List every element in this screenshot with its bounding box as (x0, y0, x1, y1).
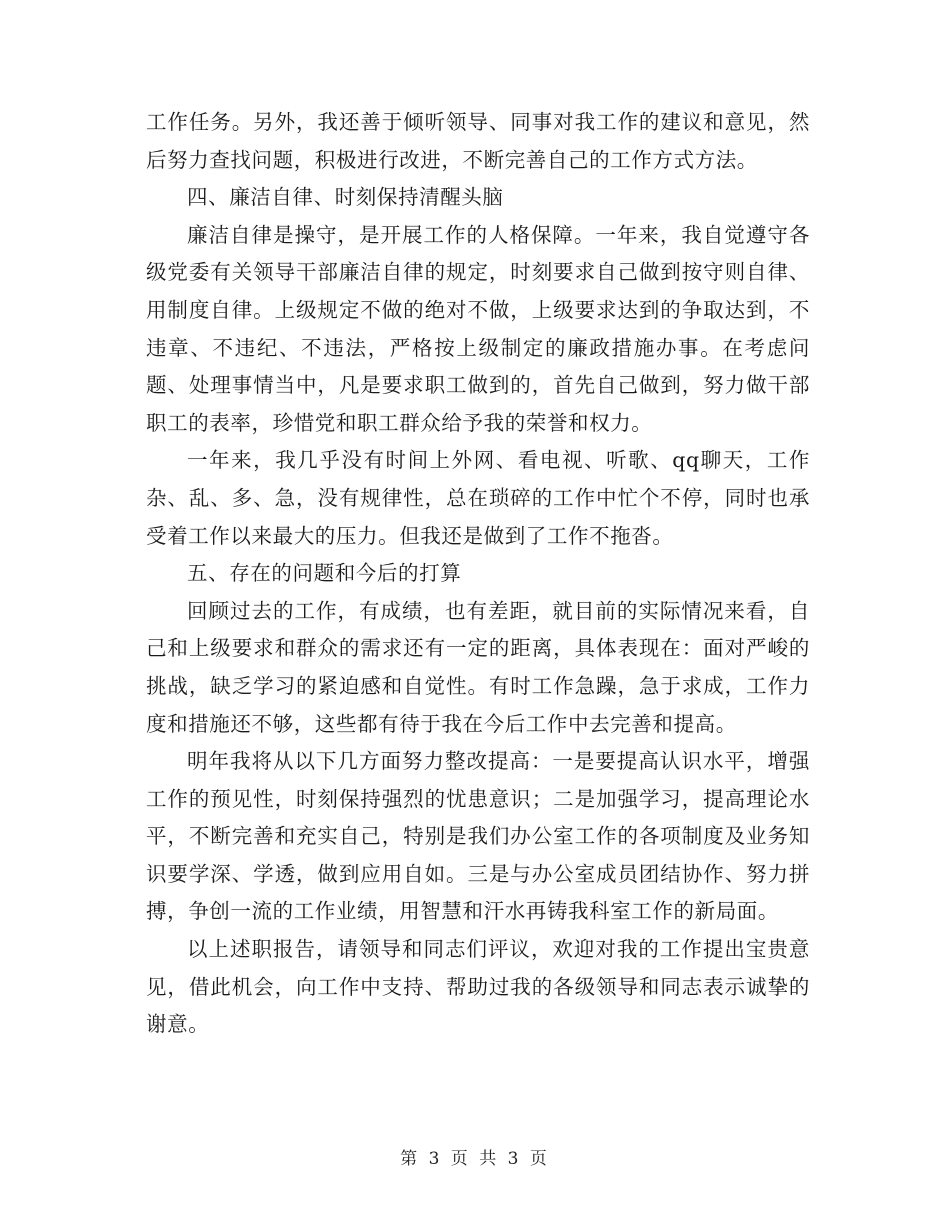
document-body (146, 104, 810, 1044)
paragraph-continued: 工作任务。另外，我还善于倾听领导、同事对我工作的建议和意见，然后努力查找问题，积极进行改进，不断完善自己的工作方式方法。 (146, 110, 810, 172)
section-heading-5: 五、存在的问题和今后的打算 (187, 561, 462, 586)
paragraph: 回顾过去的工作，有成绩，也有差距，就目前的实际情况来看，自己和上级要求和群众的需求还有一定的距离，具体表现在：面对严峻的挑战，缺乏学习的紧迫感和自觉性。有时工作急躁，急于求成，工作力度和措施还不够，这些都有待于我在今后工作中去完善和提高。 (146, 598, 810, 736)
paragraph: 一年来，我几乎没有时间上外网、看电视、听歌、qq聊天，工作杂、乱、多、急，没有规律性，总在琐碎的工作中忙个不停，同时也承受着工作以来最大的压力。但我还是做到了工作不拖沓。 (146, 448, 810, 548)
page-number-footer: 第 3 页 共 3 页 (400, 1149, 550, 1169)
section-heading-4: 四、廉洁自律、时刻保持清醒头脑 (187, 185, 504, 210)
paragraph: 以上述职报告，请领导和同志们评议，欢迎对我的工作提出宝贵意见，借此机会，向工作中支持、帮助过我的各级领导和同志表示诚挚的谢意。 (146, 937, 810, 1037)
paragraph: 廉洁自律是操守，是开展工作的人格保障。一年来，我自觉遵守各级党委有关领导干部廉洁自律的规定，时刻要求自己做到按守则自律、用制度自律。上级规定不做的绝对不做，上级要求达到的争取达到，不违章、不违纪、不违法，严格按上级制定的廉政措施办事。在考虑问题、处理事情当中，凡是要求职工做到的，首先自己做到，努力做干部职工的表率，珍惜党和职工群众给予我的荣誉和权力。 (146, 222, 810, 435)
paragraph: 明年我将从以下几方面努力整改提高：一是要提高认识水平，增强工作的预见性，时刻保持强烈的忧患意识；二是加强学习，提高理论水平，不断完善和充实自己，特别是我们办公室工作的各项制度及业务知识要学深、学透，做到应用自如。三是与办公室成员团结协作、努力拼搏，争创一流的工作业绩，用智慧和汗水再铸我科室工作的新局面。 (146, 749, 810, 924)
